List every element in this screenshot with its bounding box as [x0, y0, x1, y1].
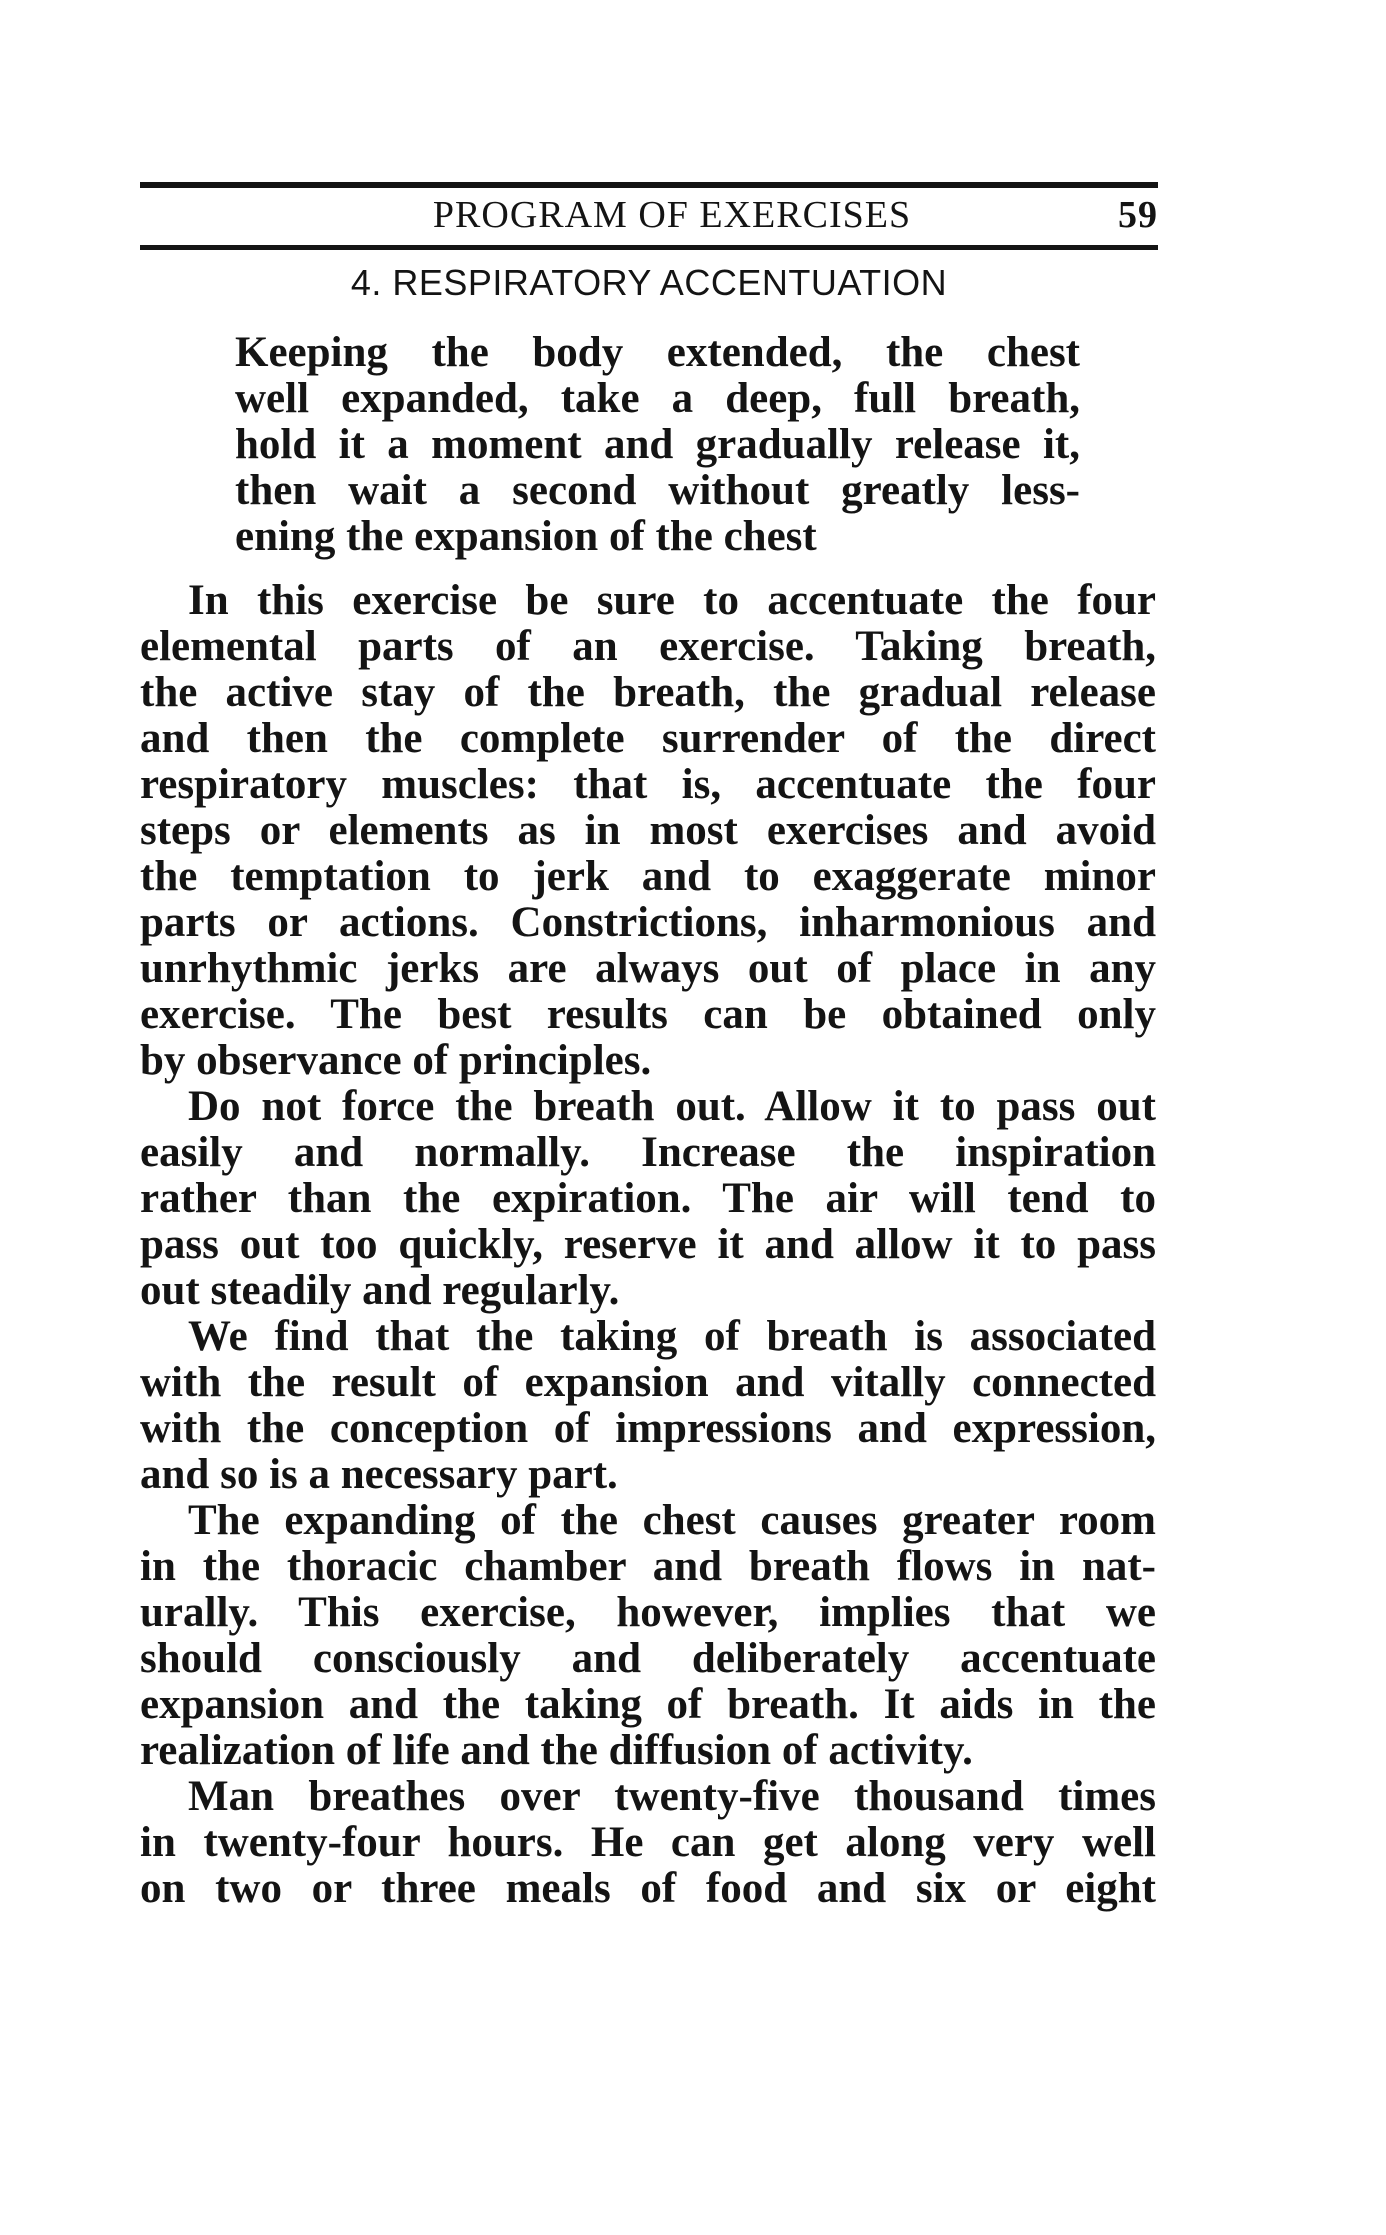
running-head — [140, 192, 1158, 238]
paragraph-1-line: respiratory muscles: that is, accentuate the four — [140, 761, 1156, 808]
running-title: PROGRAM OF EXERCISES — [432, 194, 912, 236]
paragraph-1-line: the active stay of the breath, the gradual release — [140, 669, 1156, 716]
page-number: 59 — [1118, 194, 1158, 236]
paragraph-2-line: pass out too quickly, reserve it and allow it to pass — [140, 1221, 1156, 1268]
paragraph-5-line: Man breathes over twenty-five thousand times — [188, 1773, 1156, 1820]
section-heading: 4. RESPIRATORY ACCENTUATION — [350, 262, 948, 303]
paragraph-4-line: should consciously and deliberately accentuate — [140, 1635, 1156, 1682]
paragraph-5-line: in twenty-four hours. He can get along very well — [140, 1819, 1156, 1866]
paragraph-5-line: on two or three meals of food and six or eight — [140, 1865, 1156, 1912]
paragraph-1-line: unrhythmic jerks are always out of place in any — [140, 945, 1156, 992]
paragraph-1-line: by observance of principles. — [140, 1037, 652, 1084]
paragraph-1-line: exercise. The best results can be obtained only — [140, 991, 1156, 1038]
paragraph-3-line: We find that the taking of breath is associated — [188, 1313, 1156, 1360]
instruction-block — [235, 330, 1080, 560]
paragraph-1-line: parts or actions. Constrictions, inharmonious and — [140, 899, 1156, 946]
paragraph-1-line: and then the complete surrender of the direct — [140, 715, 1156, 762]
paragraph-2-line: Do not force the breath out. Allow it to pass out — [188, 1083, 1156, 1130]
instruction-line: then wait a second without greatly less- — [235, 467, 1080, 514]
paragraph-3-line: and so is a necessary part. — [140, 1451, 618, 1498]
paragraph-2-line: easily and normally. Increase the inspiration — [140, 1129, 1156, 1176]
instruction-line: hold it a moment and gradually release it, — [235, 421, 1080, 468]
instruction-line: well expanded, take a deep, full breath, — [235, 375, 1080, 422]
header-rule-bottom — [140, 245, 1158, 250]
paragraph-4-line: realization of life and the diffusion of activity. — [140, 1727, 973, 1774]
paragraph-2-line: out steadily and regularly. — [140, 1267, 620, 1314]
paragraph-3-line: with the result of expansion and vitally connected — [140, 1359, 1156, 1406]
paragraph-4-line: urally. This exercise, however, implies that we — [140, 1589, 1156, 1636]
paragraph-3-line: with the conception of impressions and expression, — [140, 1405, 1156, 1452]
instruction-line: ening the expansion of the chest — [235, 513, 817, 560]
paragraph-2-line: rather than the expiration. The air will tend to — [140, 1175, 1156, 1222]
paragraph-1-line: steps or elements as in most exercises and avoid — [140, 807, 1156, 854]
paragraph-4-line: expansion and the taking of breath. It aids in the — [140, 1681, 1156, 1728]
paragraph-4-line: The expanding of the chest causes greater room — [188, 1497, 1156, 1544]
body-text — [140, 578, 1156, 1912]
instruction-line: Keeping the body extended, the chest — [235, 329, 1080, 376]
paragraph-1-line: In this exercise be sure to accentuate the four — [188, 577, 1156, 624]
paragraph-4-line: in the thoracic chamber and breath flows in nat- — [140, 1543, 1156, 1590]
paragraph-1-line: elemental parts of an exercise. Taking breath, — [140, 623, 1156, 670]
header-rule-top — [140, 182, 1158, 188]
paragraph-1-line: the temptation to jerk and to exaggerate minor — [140, 853, 1156, 900]
